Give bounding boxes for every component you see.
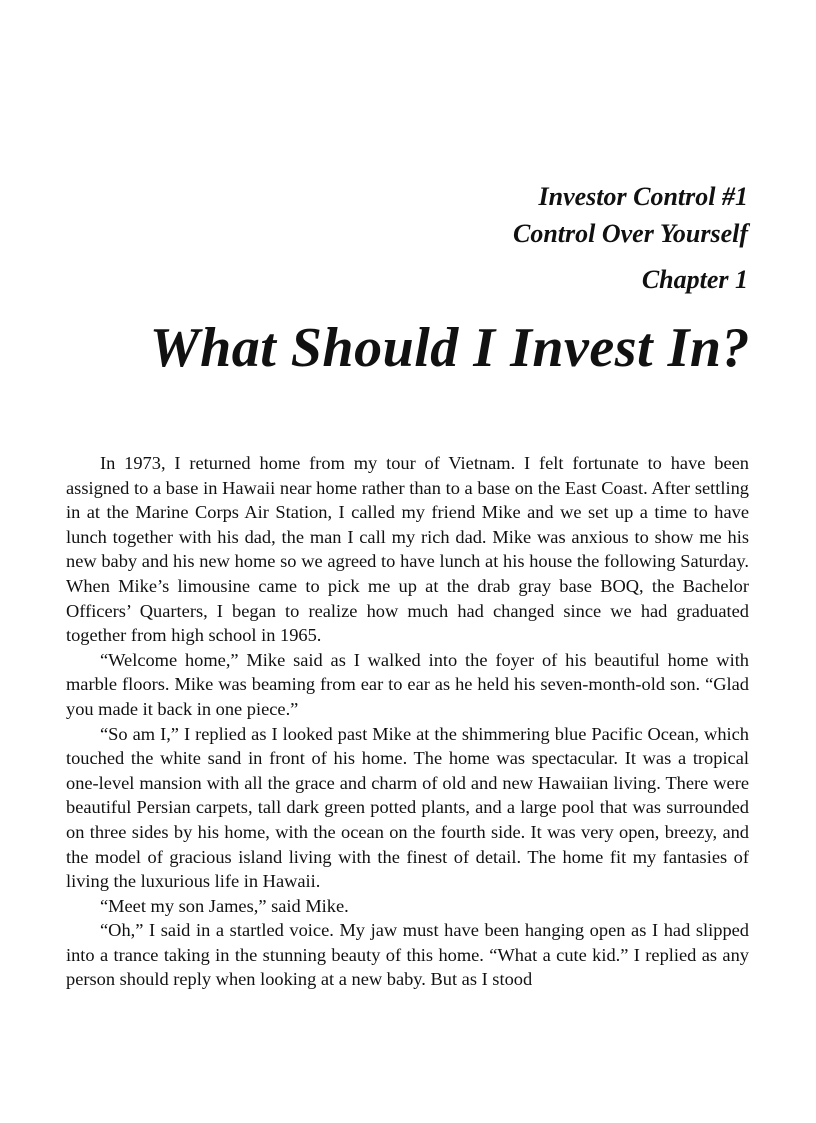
- chapter-title: What Should I Invest In?: [149, 317, 750, 379]
- paragraph: “Welcome home,” Mike said as I walked into the foyer of his beautiful home with marble floors. Mike was beaming from ear to ear as he held his seven-month-old son. “Glad you made it back in one piece.”: [66, 649, 749, 719]
- chapter-label: Chapter 1: [641, 265, 748, 294]
- body-text: [66, 451, 749, 992]
- part-subtitle: Control Over Yourself: [513, 219, 748, 248]
- paragraph: “Meet my son James,” said Mike.: [100, 895, 349, 916]
- part-title: Investor Control #1: [538, 182, 748, 211]
- paragraph: “So am I,” I replied as I looked past Mike at the shimmering blue Pacific Ocean, which touched the white sand in front of his home. The home was spectacular. It was a tropical one-level mansion with all the grace and charm of old and new Hawaiian living. There were beautiful Persian carpets, tall dark green potted plants, and a large pool that was surrounded on three sides by his home, with the ocean on the fourth side. It was very open, breezy, and the model of gracious island living with the finest of detail. The home fit my fantasies of living the luxurious life in Hawaii.: [66, 723, 749, 892]
- paragraph: “Oh,” I said in a startled voice. My jaw must have been hanging open as I had slipped into a trance taking in the stunning beauty of this home. “What a cute kid.” I replied as any person should reply when looking at a new baby. But as I stood: [66, 920, 749, 990]
- paragraph: In 1973, I returned home from my tour of Vietnam. I felt fortunate to have been assigned to a base in Hawaii near home rather than to a base on the East Coast. After settling in at the Marine Corps Air Station, I called my friend Mike and we set up a time to have lunch together with his dad, the man I call my rich dad. Mike was anxious to show me his new baby and his new home so we agreed to have lunch at his house the following Saturday. When Mike’s limousine came to pick me up at the drab gray base BOQ, the Bachelor Officers’ Quarters, I began to realize how much had changed since we had graduated together from high school in 1965.: [66, 453, 749, 646]
